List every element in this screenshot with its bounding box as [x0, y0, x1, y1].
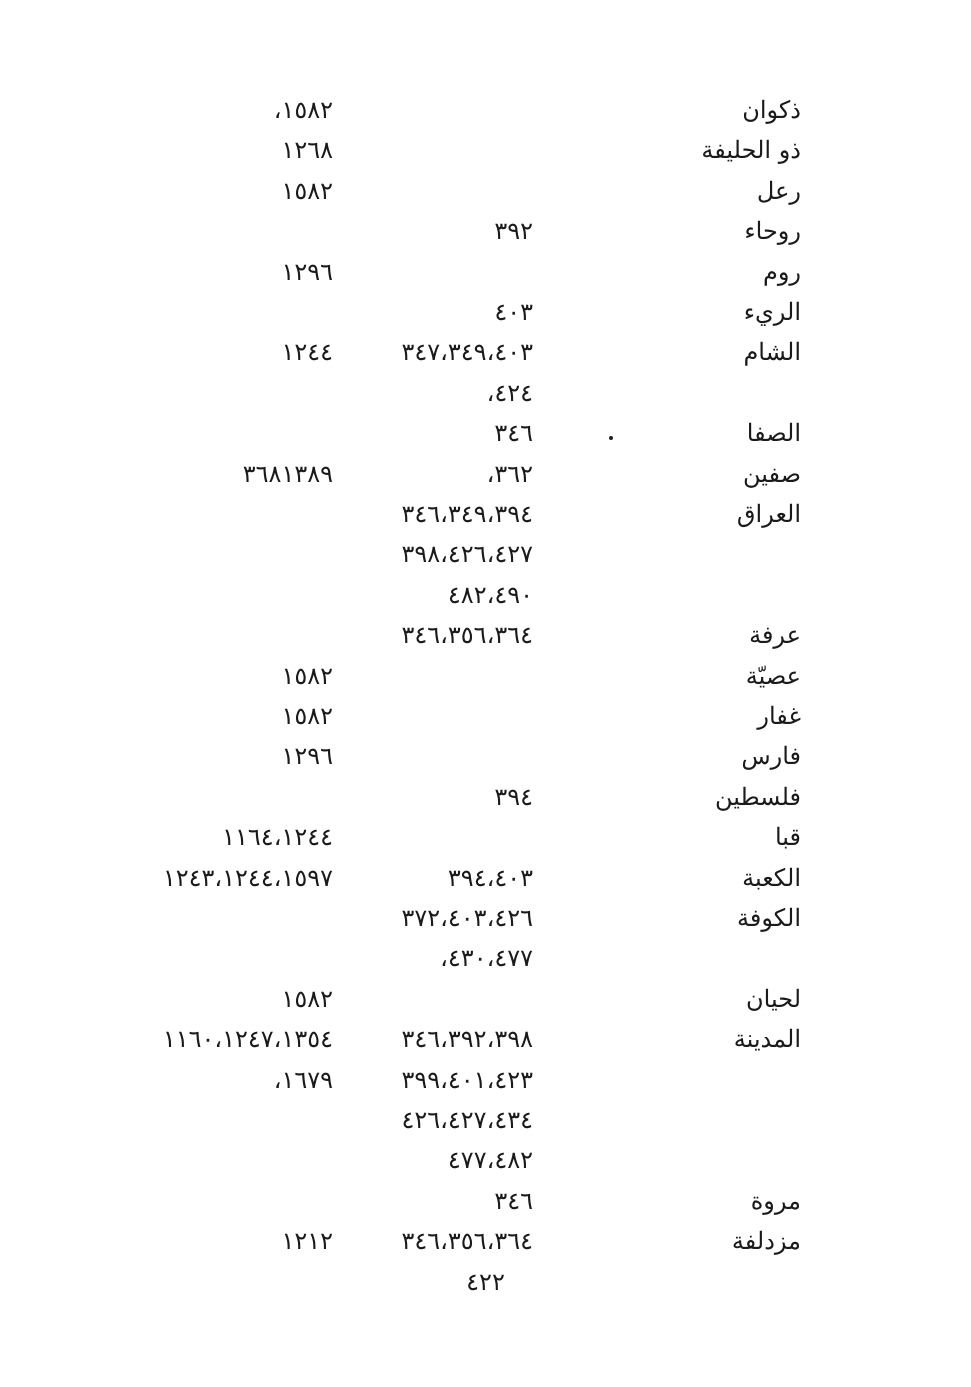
index-row: [0, 696, 971, 736]
page-refs: ٣٤٧،٣٤٩،٤٠٣: [401, 338, 533, 367]
page-refs: ٣٩٨،٤٢٦،٤٢٧: [401, 540, 533, 569]
page-refs-secondary: ١٢٦٨: [281, 136, 333, 165]
index-row: [0, 373, 971, 413]
index-row: [0, 171, 971, 211]
place-name: الصفا: [746, 419, 801, 448]
page-refs: ٤٣٠،٤٧٧،: [440, 944, 533, 973]
page-refs: ٣٩٩،٤٠١،٤٢٣: [401, 1065, 533, 1094]
page-refs: ٣٤٦،٣٥٦،٣٦٤: [401, 621, 533, 650]
page-refs: ٣٤٦،٣٥٦،٣٦٤: [401, 1227, 533, 1256]
place-name: العراق: [736, 500, 801, 528]
page-refs: ٣٦٢،: [486, 459, 533, 488]
place-name: الكعبة: [742, 863, 801, 892]
place-name: الريء: [743, 298, 801, 326]
page-refs: ٣٤٦: [494, 419, 533, 448]
index-row: [0, 454, 971, 494]
page-refs-secondary: ١٢٩٦: [281, 742, 333, 771]
page-refs-secondary: ١٢٩٦: [281, 257, 333, 286]
place-name: الشام: [743, 338, 801, 367]
page-refs: ٤٧٧،٤٨٢: [447, 1146, 533, 1175]
index-row: [0, 494, 971, 534]
place-name: غفار: [757, 702, 801, 730]
page-refs: ٤٨٢،٤٩٠: [447, 580, 533, 609]
place-name: ذو الحليفة: [701, 136, 801, 165]
page-refs: ٣٩٤،٤٠٣: [447, 863, 533, 892]
index-row: [0, 130, 971, 170]
place-name: مروة: [750, 1186, 801, 1215]
page-refs: ٣٩٤: [494, 782, 533, 811]
place-name: صفين: [742, 459, 801, 488]
index-row: [0, 938, 971, 978]
index-row: [0, 898, 971, 938]
place-name: مزدلفة: [731, 1227, 801, 1256]
print-speck: [609, 436, 613, 440]
index-row: [0, 615, 971, 655]
index-row: [0, 252, 971, 292]
page-refs: ٤٢٤،: [486, 378, 533, 407]
place-name: رعل: [756, 176, 801, 205]
page-refs: ٤٢٦،٤٢٧،٤٣٤: [401, 1106, 533, 1134]
index-row: [0, 1221, 971, 1261]
page-refs: ٣٤٦: [494, 1186, 533, 1215]
index-row: [0, 575, 971, 615]
page-refs: ٤٠٣: [494, 298, 533, 326]
page-refs-secondary: ١١٦٠،١٢٤٧،١٣٥٤: [162, 1025, 333, 1054]
place-name: ذكوان: [742, 96, 801, 124]
page-refs-secondary: ١٥٨٢: [281, 984, 333, 1013]
index-row: [0, 1019, 971, 1059]
index-row: [0, 292, 971, 332]
page-refs-secondary: ١٦٧٩،: [273, 1065, 333, 1094]
place-name: فلسطين: [714, 782, 801, 811]
index-row: [0, 1140, 971, 1180]
index-row: [0, 1181, 971, 1221]
place-name: عرفة: [749, 621, 801, 650]
page-refs-secondary: ١٥٨٢: [281, 176, 333, 205]
index-row: [0, 1060, 971, 1100]
place-name: لحيان: [746, 984, 801, 1013]
place-name: المدينة: [733, 1025, 801, 1054]
page-refs-secondary: ١٢١٢: [281, 1227, 333, 1256]
page-number: ٤٢٢: [466, 1268, 505, 1296]
page-refs: ٣٤٦،٣٤٩،٣٩٤: [401, 500, 533, 528]
index-row: [0, 332, 971, 372]
page-refs: ٣٩٢: [494, 217, 533, 246]
place-name: قبا: [774, 823, 801, 852]
index-row: [0, 777, 971, 817]
place-name: فارس: [741, 742, 801, 771]
place-name: روحاء: [744, 217, 801, 246]
index-row: [0, 979, 971, 1019]
page-refs: ٣٧٢،٤٠٣،٤٢٦: [401, 904, 533, 932]
place-name: الكوفة: [737, 904, 801, 932]
index-row: [0, 858, 971, 898]
page-refs-secondary: ١٥٨٢: [281, 661, 333, 690]
page-refs-secondary: ١٢٤٤: [281, 338, 333, 367]
index-row: [0, 211, 971, 251]
place-name: روم: [762, 257, 801, 286]
page-refs-secondary: ١١٦٤،١٢٤٤: [222, 823, 333, 852]
page-refs-secondary: ١٢٤٣،١٢٤٤،١٥٩٧: [162, 863, 333, 892]
page-refs: ٣٤٦،٣٩٢،٣٩٨: [401, 1025, 533, 1054]
page-refs-secondary: ١٥٨٢،: [273, 96, 333, 124]
index-row: [0, 736, 971, 776]
index-row: [0, 1100, 971, 1140]
page-refs-secondary: ١٥٨٢: [281, 702, 333, 730]
page-refs-secondary: ٣٦٨١٣٨٩: [242, 459, 333, 488]
index-row: [0, 90, 971, 130]
index-row: [0, 413, 971, 453]
index-row: [0, 656, 971, 696]
index-row: [0, 534, 971, 574]
place-name: عصيّة: [745, 661, 801, 690]
index-row: [0, 817, 971, 857]
